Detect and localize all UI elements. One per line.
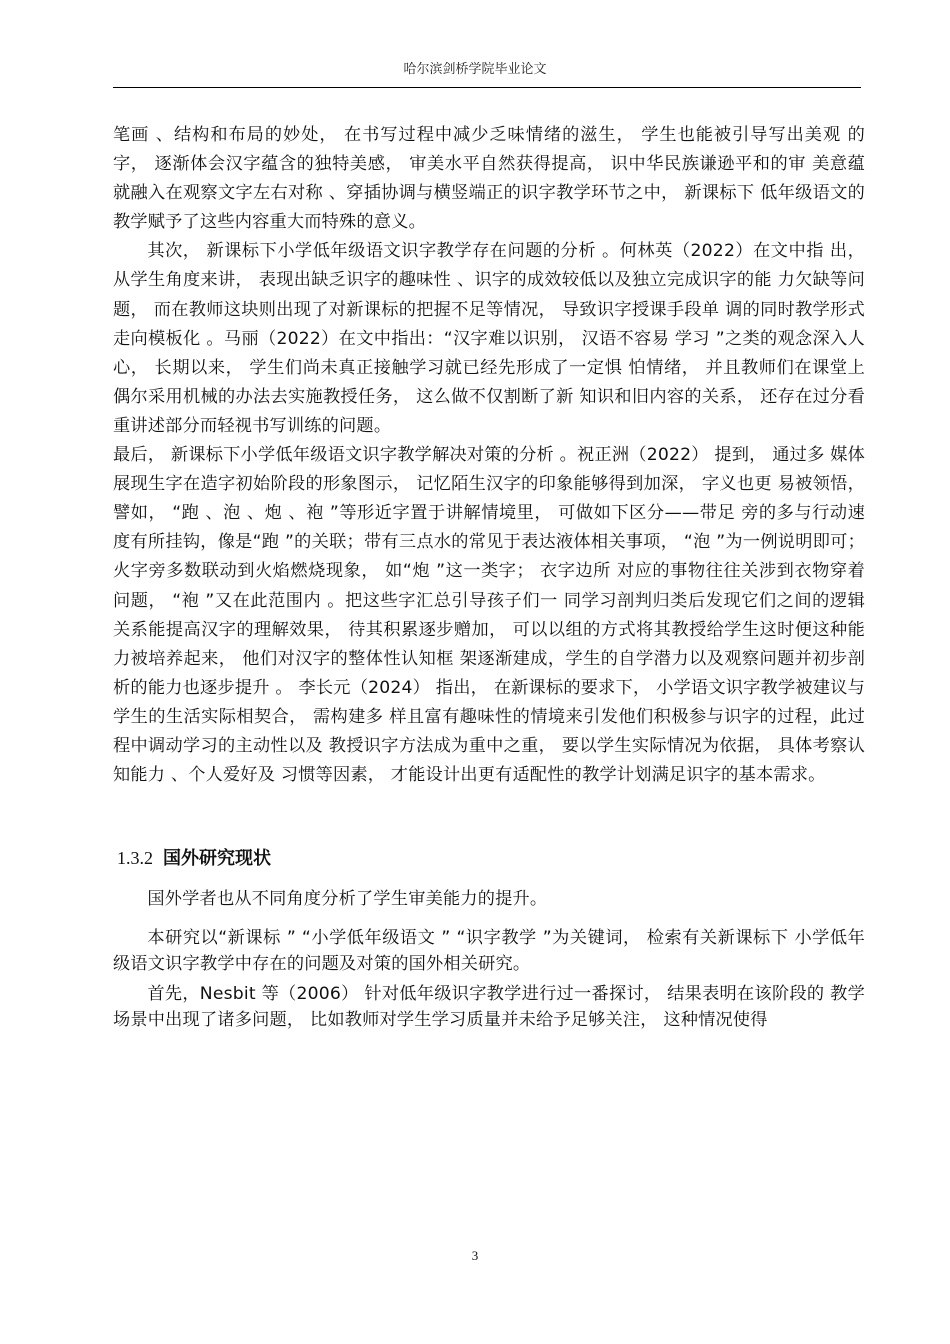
paragraph: 笔画 、结构和布局的妙处， 在书写过程中减少乏味情绪的滋生， 学生也能被引导写出美观 的字， 逐渐体会汉字蕴含的独特美感， 审美水平自然获得提高， 识中华民族谦逊平和的审 美意蕴就融入在观察文字左右对称 、穿插协调与横竖端正的识字教学环节之中， 新课标下 低年级语文的教学赋予了这些内容重大而特殊的意义。 xyxy=(113,125,865,233)
page-number: 3 xyxy=(471,1248,479,1263)
running-header: 哈尔滨剑桥学院毕业论文 xyxy=(403,62,547,77)
paragraph: 首先，Nesbit 等（2006） 针对低年级识字教学进行过一番探讨， 结果表明在该阶段的 教学场景中出现了诸多问题， 比如教师对学生学习质量并未给予足够关注， 这种情况使得 xyxy=(113,984,865,1030)
paragraph: 其次， 新课标下小学低年级语文识字教学存在问题的分析 。何林英（2022）在文中指 出， 从学生角度来讲， 表现出缺乏识字的趣味性 、识字的成效较低以及独立完成识字的能 力欠缺等问题， 而在教师这块则出现了对新课标的把握不足等情况， 导致识字授课手段单 调的同时教学形式走向模板化 。马丽（2022）在文中指出：“汉字难以识别， 汉语不容易 学习 ”之类的观念深入人心， 长期以来， 学生们尚未真正接触学习就已经先形成了一定惧 怕情绪， 并且教师们在课堂上偶尔采用机械的办法去实施教授任务， 这么做不仅割断了新 知识和旧内容的关系， 还存在过分看重讲述部分而轻视书写训练的问题。 xyxy=(113,241,865,436)
paragraph: 国外学者也从不同角度分析了学生审美能力的提升。 xyxy=(147,889,548,909)
body-text xyxy=(113,121,865,790)
paragraph: 本研究以“新课标 ” “小学低年级语文 ” “识字教学 ”为关键词， 检索有关新课标下 小学低年级语文识字教学中存在的问题及对策的国外相关研究。 xyxy=(113,928,865,974)
header-divider xyxy=(113,87,861,88)
section-heading xyxy=(117,844,271,870)
section-number: 1.3.2 xyxy=(117,848,153,868)
section-title: 国外研究现状 xyxy=(163,848,271,869)
paragraph: 最后， 新课标下小学低年级语文识字教学解决对策的分析 。祝正洲（2022） 提到， 通过多 媒体展现生字在造字初始阶段的形象图示， 记忆陌生汉字的印象能够得到加深， 字义也更 易被领悟， 譬如， “跑 、泡 、炮 、袍 ”等形近字置于讲解情境里， 可做如下区分——带足 旁的多与行动速度有所挂钩，像是“跑 ”的关联；带有三点水的常见于表达液体相关事项， “泡 ”为一例说明即可； 火字旁多数联动到火焰燃烧现象， 如“炮 ”这一类字； 衣字边所 对应的事物往往关涉到衣物穿着问题， “袍 ”又在此范围内 。把这些字汇总引导孩子们一 同学习剖判归类后发现它们之间的逻辑关系能提高汉字的理解效果， 待其积累逐步赠加， 可以以组的方式将其教授给学生这时便这种能力被培养起来， 他们对汉字的整体性认知框 架逐渐建成，学生的自学潜力以及观察问题并初步剖析的能力也逐步提升 。 李长元（2024） 指出， 在新课标的要求下， 小学语文识字教学被建议与学生的生活实际相契合， 需构建多 样且富有趣味性的情境来引发他们积极参与识字的过程，此过程中调动学习的主动性以及 教授识字方法成为重中之重， 要以学生实际情况为依据， 具体考察认知能力 、个人爱好及 习惯等因素， 才能设计出更有适配性的教学计划满足识字的基本需求。 xyxy=(113,445,865,786)
